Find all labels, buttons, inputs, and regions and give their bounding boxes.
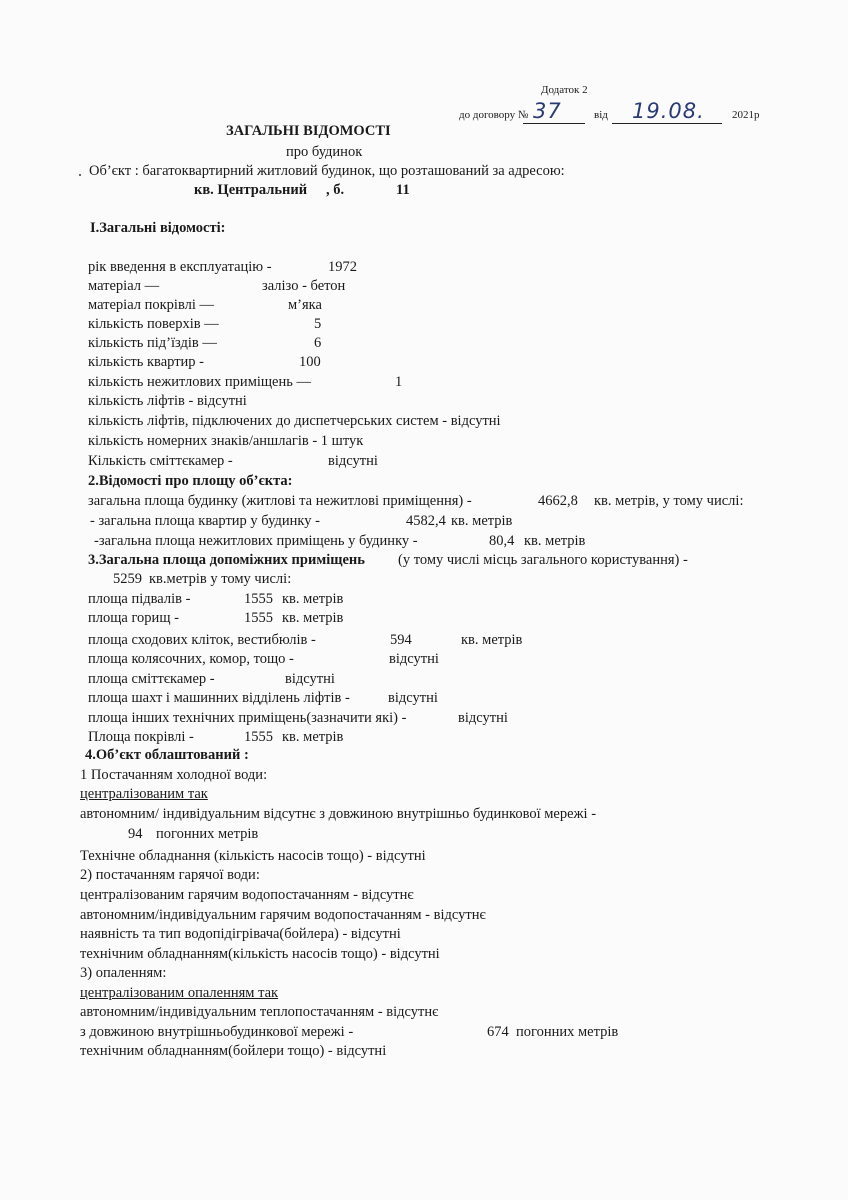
commissioning-year-value: 1972	[328, 259, 357, 275]
stairwell-area-value: 594	[390, 632, 412, 648]
heating-title: 3) опаленням:	[80, 965, 167, 981]
dispatch-elevators-row: кількість ліфтів, підключених до диспетчерських систем - відсутні	[88, 413, 501, 429]
material-value: залізо - бетон	[262, 278, 346, 294]
contract-number-handwritten: 37	[533, 99, 562, 123]
entrances-label: кількість під’їздів —	[88, 335, 217, 351]
stroller-storage-area-value: відсутні	[389, 651, 439, 667]
contract-year: 2021р	[732, 109, 760, 121]
contract-number-line	[523, 123, 585, 124]
cold-water-title: 1 Постачанням холодної води:	[80, 767, 268, 783]
heating-equipment: технічним обладнанням(бойлери тощо) - відсутні	[80, 1043, 387, 1059]
attic-area-value: 1555	[244, 610, 273, 626]
apartments-count-label: кількість квартир -	[88, 354, 204, 370]
floors-value: 5	[314, 316, 322, 332]
hot-water-equipment: технічним обладнанням(кількість насосів тощо) - відсутні	[80, 946, 440, 962]
roof-area-label: Площа покрівлі -	[88, 729, 194, 745]
hot-water-centralized: централізованим гарячим водопостачанням - відсутнє	[80, 887, 414, 903]
total-area-unit: кв. метрів, у тому числі:	[594, 493, 744, 509]
roof-area-value: 1555	[244, 729, 273, 745]
commissioning-year-label: рік введення в експлуатацію -	[88, 259, 272, 275]
stairwell-area-unit: кв. метрів	[461, 632, 523, 648]
garbage-chamber-area-value: відсутні	[285, 671, 335, 687]
contract-date-handwritten: 19.08.	[632, 99, 705, 123]
cold-water-network-length-value: 94	[128, 826, 143, 842]
total-area-label: загальна площа будинку (житлові та нежитлові приміщення) -	[88, 493, 472, 509]
apartments-area-label: - загальна площа квартир у будинку -	[90, 513, 320, 529]
hot-water-title: 2) постачанням гарячої води:	[80, 867, 260, 883]
cold-water-autonomous: автономним/ індивідуальним відсутнє з довжиною внутрішньо будинкової мережі -	[80, 806, 597, 822]
basement-area-label: площа підвалів -	[88, 591, 191, 607]
attic-area-label: площа горищ -	[88, 610, 179, 626]
other-technical-area-label: площа інших технічних приміщень(зазначити які) -	[88, 710, 407, 726]
attic-area-unit: кв. метрів	[282, 610, 344, 626]
nonresidential-count-value: 1	[395, 374, 403, 390]
stroller-storage-area-label: площа колясочних, комор, тощо -	[88, 651, 294, 667]
garbage-chamber-area-label: площа сміттєкамер -	[88, 671, 215, 687]
section-3-heading-note: (у тому числі місць загального користування) -	[398, 552, 688, 568]
floors-label: кількість поверхів —	[88, 316, 219, 332]
roof-material-label: матеріал покрівлі —	[88, 297, 214, 313]
elevators-row: кількість ліфтів - відсутні	[88, 393, 247, 409]
nonresidential-area-value: 80,4	[489, 533, 515, 549]
heating-network-length-unit: погонних метрів	[516, 1024, 619, 1040]
address-separator: , б.	[326, 182, 345, 198]
nonresidential-count-label: кількість нежитлових приміщень —	[88, 374, 311, 390]
elevator-shaft-area-label: площа шахт і машинних відділень ліфтів -	[88, 690, 350, 706]
heating-network-length-value: 674	[487, 1024, 509, 1040]
contract-date-line	[612, 123, 722, 124]
cold-water-centralized: централізованим так	[80, 786, 208, 802]
heating-centralized: централізованим опаленням так	[80, 985, 279, 1001]
nonresidential-area-label: -загальна площа нежитлових приміщень у будинку -	[94, 533, 418, 549]
object-description: Об’єкт : багатоквартирний житловий будинок, що розташований за адресою:	[89, 163, 565, 179]
aux-total-unit: кв.метрів у тому числі:	[149, 571, 292, 587]
section-1-heading: I.Загальні відомості:	[90, 220, 226, 236]
address-house-number: 11	[396, 182, 410, 198]
section-2-heading: 2.Відомості про площу об’єкта:	[88, 473, 293, 489]
section-3-heading: 3.Загальна площа допоміжних приміщень	[88, 552, 365, 568]
annex-label: Додаток 2	[541, 84, 588, 96]
page-subtitle: про будинок	[286, 144, 363, 160]
cold-water-equipment: Технічне обладнання (кількість насосів тощо) - відсутні	[80, 848, 426, 864]
aux-total-value: 5259	[113, 571, 142, 587]
apartments-area-unit: кв. метрів	[451, 513, 513, 529]
heating-network-length-label: з довжиною внутрішньобудинкової мережі -	[80, 1024, 354, 1040]
garbage-chambers-value: відсутні	[328, 453, 378, 469]
nonresidential-area-unit: кв. метрів	[524, 533, 586, 549]
hot-water-boiler: наявність та тип водопідігрівача(бойлера) - відсутні	[80, 926, 401, 942]
apartments-count-value: 100	[299, 354, 321, 370]
stairwell-area-label: площа сходових кліток, вестибюлів -	[88, 632, 316, 648]
garbage-chambers-label: Кількість сміттєкамер -	[88, 453, 233, 469]
total-area-value: 4662,8	[538, 493, 578, 509]
page-title: ЗАГАЛЬНІ ВІДОМОСТІ	[226, 123, 391, 139]
address-street: кв. Центральний	[194, 182, 308, 198]
other-technical-area-value: відсутні	[458, 710, 508, 726]
entrances-value: 6	[314, 335, 322, 351]
roof-material-value: м’яка	[288, 297, 322, 313]
elevator-shaft-area-value: відсутні	[388, 690, 438, 706]
apartments-area-value: 4582,4	[406, 513, 446, 529]
basement-area-value: 1555	[244, 591, 273, 607]
section-4-heading: 4.Об’єкт облаштований :	[85, 747, 249, 763]
house-number-signs-row: кількість номерних знаків/аншлагів - 1 штук	[88, 433, 364, 449]
from-label: від	[594, 109, 608, 121]
roof-area-unit: кв. метрів	[282, 729, 344, 745]
contract-prefix: до договору №	[459, 109, 529, 121]
heating-autonomous: автономним/індивідуальним теплопостачанням - відсутнє	[80, 1004, 439, 1020]
scan-dot	[79, 174, 81, 176]
cold-water-network-length-unit: погонних метрів	[156, 826, 259, 842]
material-label: матеріал —	[88, 278, 160, 294]
basement-area-unit: кв. метрів	[282, 591, 344, 607]
hot-water-autonomous: автономним/індивідуальним гарячим водопостачанням - відсутнє	[80, 907, 486, 923]
